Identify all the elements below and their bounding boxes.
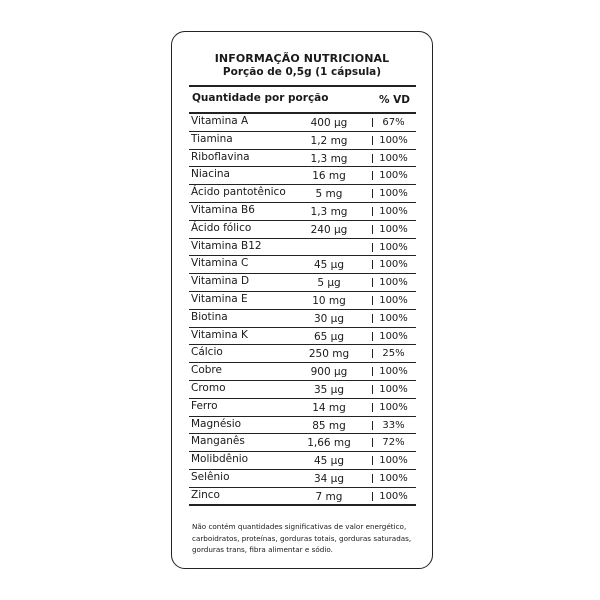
nutrient-row [189,132,416,150]
label-title: INFORMAÇÃO NUTRICIONAL [214,52,390,65]
nutrient-quantity: 900 µg [310,366,348,379]
nutrient-daily-value: 100% [379,455,408,467]
nutrient-row [189,417,416,435]
nutrient-daily-value: 100% [379,330,408,342]
nutrient-name: Vitamina E [191,292,248,305]
nutrient-daily-value: 72% [382,437,405,449]
nutrient-name: Cobre [191,364,222,377]
nutrient-daily-value: 100% [379,170,408,182]
nutrient-row [189,328,416,346]
nutrient-row [189,239,416,257]
nutrient-row [189,292,416,310]
nutrient-name: Ferro [191,399,218,412]
nutrient-quantity: 34 µg [313,472,345,485]
nutrient-quantity: 240 µg [310,223,348,236]
nutrient-row [189,310,416,328]
nutrient-row [189,167,416,185]
nutrient-name: Niacina [191,168,230,181]
nutrient-daily-value: 100% [379,223,408,235]
nutrient-name: Molibdênio [191,453,249,466]
nutrient-row [189,452,416,470]
nutrient-daily-value: 100% [379,401,408,413]
nutrient-name: Tiamina [191,132,233,145]
nutrient-daily-value: 25% [382,348,405,360]
nutrient-quantity: 85 mg [312,419,346,432]
nutrient-row [189,345,416,363]
nutrient-name: Vitamina C [191,257,249,270]
nutrient-name: Ácido fólico [191,221,252,234]
nutrient-quantity: 7 mg [315,490,343,503]
nutrition-facts-panel [171,31,433,569]
nutrient-quantity: 400 µg [310,117,348,129]
nutrient-row [189,203,416,221]
nutrient-quantity: 10 mg [312,294,346,307]
nutrient-daily-value: 100% [379,490,408,502]
nutrient-daily-value: 100% [379,366,408,378]
nutrient-daily-value: 100% [379,134,408,146]
nutrient-name: Cálcio [191,346,223,359]
nutrient-row [189,221,416,239]
nutrient-quantity: 35 µg [313,383,345,396]
nutrient-daily-value: 33% [382,419,405,431]
nutrient-quantity: 250 mg [308,348,350,361]
nutrient-name: Riboflavina [191,150,250,163]
nutrient-daily-value: 100% [379,188,408,200]
nutrient-quantity: 1,3 mg [310,205,348,218]
nutrient-row [189,381,416,399]
nutrient-name: Vitamina B12 [191,239,262,252]
nutrient-quantity: 1,2 mg [310,134,348,147]
nutrient-name: Biotina [191,310,228,323]
nutrient-name: Vitamina K [191,328,248,341]
nutrient-daily-value: 100% [379,277,408,289]
nutrient-quantity: 1,66 mg [307,437,351,450]
header-divider [189,85,416,87]
quantity-header: Quantidade por porção [192,92,329,104]
nutrient-name: Magnésio [191,417,242,430]
footnote: Não contém quantidades significativas de valor energético, carboidratos, proteínas, gorduras totais, gorduras saturadas, gorduras trans, fibra alimentar e sódio. [192,522,412,554]
nutrient-quantity: 30 µg [313,312,345,325]
nutrient-daily-value: 100% [379,472,408,484]
nutrient-quantity: 16 mg [312,170,346,183]
nutrient-quantity: 1,3 mg [310,152,348,165]
nutrient-row [189,274,416,292]
nutrient-row [189,150,416,168]
nutrient-row [189,470,416,488]
nutrient-daily-value: 100% [379,383,408,395]
serving-size: Porção de 0,5g (1 cápsula) [222,66,382,78]
nutrient-daily-value: 100% [379,259,408,271]
nutrient-row [189,488,416,506]
nutrient-name: Selênio [191,470,230,483]
nutrient-row [189,434,416,452]
nutrient-row [189,185,416,203]
nutrient-row [189,114,416,132]
nutrient-daily-value: 67% [382,117,405,128]
nutrient-name: Vitamina B6 [191,203,255,216]
nutrient-daily-value: 100% [379,152,408,164]
nutrient-daily-value: 100% [379,241,408,253]
nutrient-row [189,256,416,274]
nutrient-row [189,399,416,417]
nutrient-quantity: 14 mg [312,401,346,414]
nutrient-name: Ácido pantotênico [191,186,286,199]
nutrient-daily-value: 100% [379,312,408,324]
nutrient-quantity: 5 mg [315,188,343,201]
nutrient-name: Manganês [191,435,245,448]
nutrient-daily-value: 100% [379,294,408,306]
nutrient-name: Cromo [191,381,226,394]
nutrient-name: Vitamina A [191,115,249,127]
nutrient-table [189,114,416,506]
nutrient-quantity: 65 µg [313,330,345,343]
nutrient-quantity: 5 µg [317,277,341,290]
nutrient-row [189,363,416,381]
nutrient-quantity: 45 µg [313,259,345,272]
daily-value-header: % VD [379,94,411,106]
nutrient-name: Vitamina D [191,275,250,288]
nutrient-daily-value: 100% [379,205,408,217]
nutrient-quantity: 45 µg [313,455,345,468]
nutrient-name: Zinco [191,488,220,501]
